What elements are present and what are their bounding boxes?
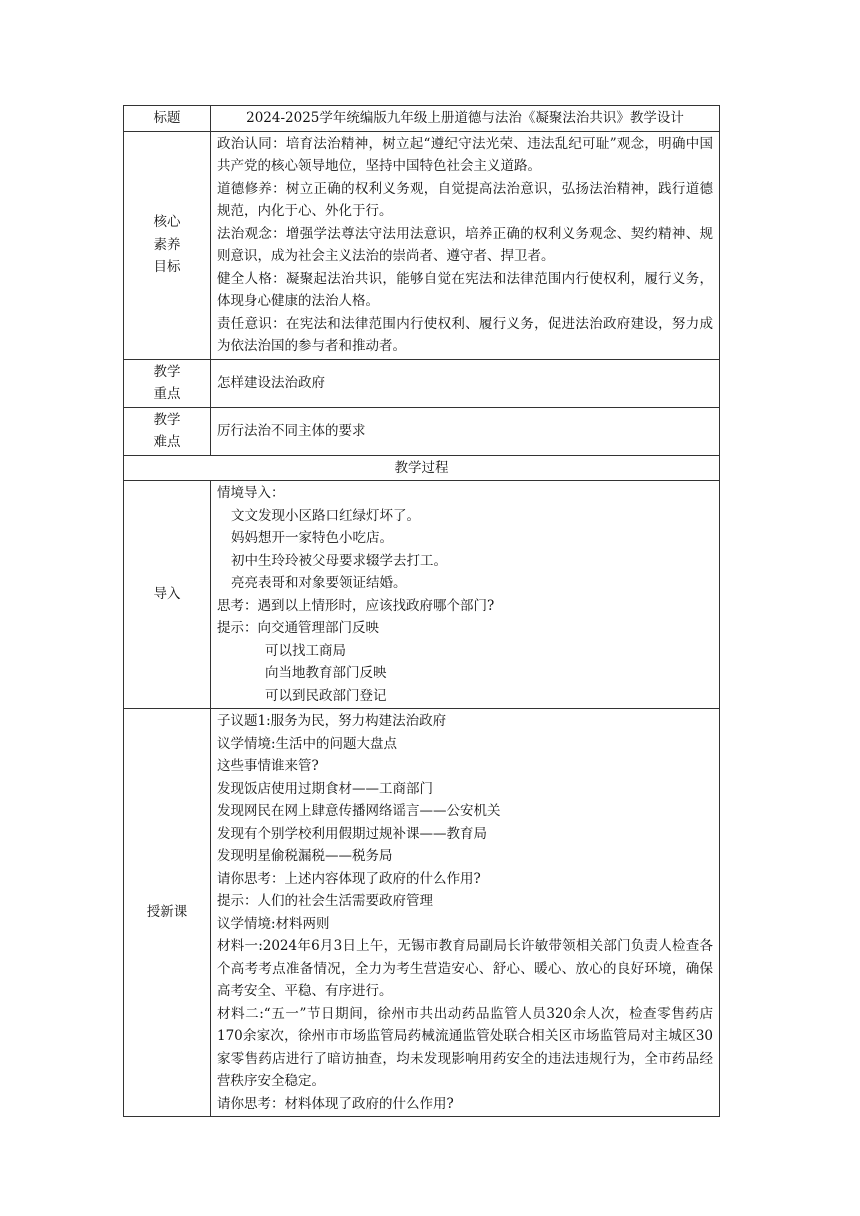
intro-question: 思考：遇到以上情形时，应该找政府哪个部门? [217,597,495,614]
teaching-focus-value: 怎样建设法治政府 [211,359,720,407]
material-two: 材料二:“五一”节日期间，徐州市共出动药品监管人员320余人次，检查零售药店170余家次，徐州市市场监管局药械流通监管处联合相关区市场监管局对主城区30家零售药店进行了暗访抽查，均未发现影响用药安全的违法违规行为，全市药品经营秩序安全稳定。 [217,1005,713,1089]
intro-scenario: 妈妈想开一家特色小吃店。 [231,530,393,546]
title-label: 标题 [124,106,211,132]
teaching-focus-row [124,359,720,407]
process-header-row [124,455,720,481]
intro-scenario: 亮亮表哥和对象要领证结婚。 [231,575,407,591]
teaching-focus-label [124,359,211,407]
teaching-difficulty-row [124,407,720,455]
scenario-title: 议学情境:材料两则 [217,915,330,932]
intro-hint: 可以到民政部门登记 [265,687,387,704]
intro-row [124,481,720,709]
intro-content [211,481,720,709]
sub-topic-title: 子议题1:服务为民，努力构建法治政府 [217,713,447,729]
core-literacy-label [124,131,211,359]
teaching-difficulty-label [124,407,211,455]
case-line: 发现有个别学校利用假期过规补课——教育局 [217,825,487,842]
core-literacy-content [211,131,720,359]
hint-line: 提示：人们的社会生活需要政府管理 [217,893,433,909]
intro-hint: 向当地教育部门反映 [265,665,387,681]
scenario-title: 议学情境:生活中的问题大盘点 [217,735,398,752]
core-label-line: 目标 [153,259,181,276]
who-manages-question: 这些事情谁来管? [217,758,319,774]
new-lesson-label: 授新课 [124,709,211,1117]
title-row [124,106,720,132]
intro-hint: 提示：向交通管理部门反映 [217,620,379,636]
title-value: 2024-2025学年统编版九年级上册道德与法治《凝聚法治共识》教学设计 [211,106,720,132]
core-paragraph-personality: 健全人格：凝聚起法治共识，能够自觉在宪法和法律范围内行使权利，履行义务，体现身心健康的法治人格。 [217,270,713,309]
focus-label-line: 重点 [153,386,181,402]
think-question: 请你思考：上述内容体现了政府的什么作用? [217,870,481,887]
core-label-line: 素养 [153,236,181,253]
teaching-difficulty-value: 厉行法治不同主体的要求 [211,407,720,455]
core-paragraph-political: 政治认同：培育法治精神，树立起“遵纪守法光荣、违法乱纪可耻”观念，明确中国共产党的核心领导地位，坚持中国特色社会主义道路。 [217,135,713,174]
intro-heading: 情境导入： [217,485,285,501]
lesson-plan-table [123,105,720,1117]
new-lesson-row [124,709,720,1117]
intro-hint: 可以找工商局 [265,642,346,659]
material-one: 材料一:2024年6月3日上午，无锡市教育局副局长许敏带领相关部门负责人检查各个高考考点准备情况，全力为考生营造安心、舒心、暖心、放心的良好环境，确保高考安全、平稳、有序进行。 [217,938,713,999]
case-line: 发现饭店使用过期食材——工商部门 [217,780,433,797]
focus-label-line: 教学 [153,363,181,380]
intro-scenario: 文文发现小区路口红绿灯坏了。 [231,507,420,524]
final-question: 请你思考：材料体现了政府的什么作用? [217,1095,454,1112]
core-literacy-row [124,131,720,359]
case-line: 发现网民在网上肆意传播网络谣言——公安机关 [217,803,501,819]
difficulty-label-line: 难点 [153,434,181,450]
core-paragraph-rule-of-law: 法治观念：增强学法尊法守法用法意识，培养正确的权利义务观念、契约精神、规则意识，成为社会主义法治的崇尚者、遵守者、捍卫者。 [217,225,713,264]
difficulty-label-line: 教学 [153,411,181,428]
core-paragraph-morality: 道德修养：树立正确的权利义务观，自觉提高法治意识，弘扬法治精神，践行道德规范，内化于心、外化于行。 [217,180,713,219]
intro-label: 导入 [124,481,211,709]
process-header: 教学过程 [124,455,720,481]
intro-scenario: 初中生玲玲被父母要求辍学去打工。 [231,552,447,569]
core-label-line: 核心 [153,214,181,231]
new-lesson-content [211,709,720,1117]
case-line: 发现明星偷税漏税——税务局 [217,848,393,864]
core-paragraph-responsibility: 责任意识：在宪法和法律范围内行使权利、履行义务，促进法治政府建设，努力成为依法治国的参与者和推动者。 [217,315,713,354]
